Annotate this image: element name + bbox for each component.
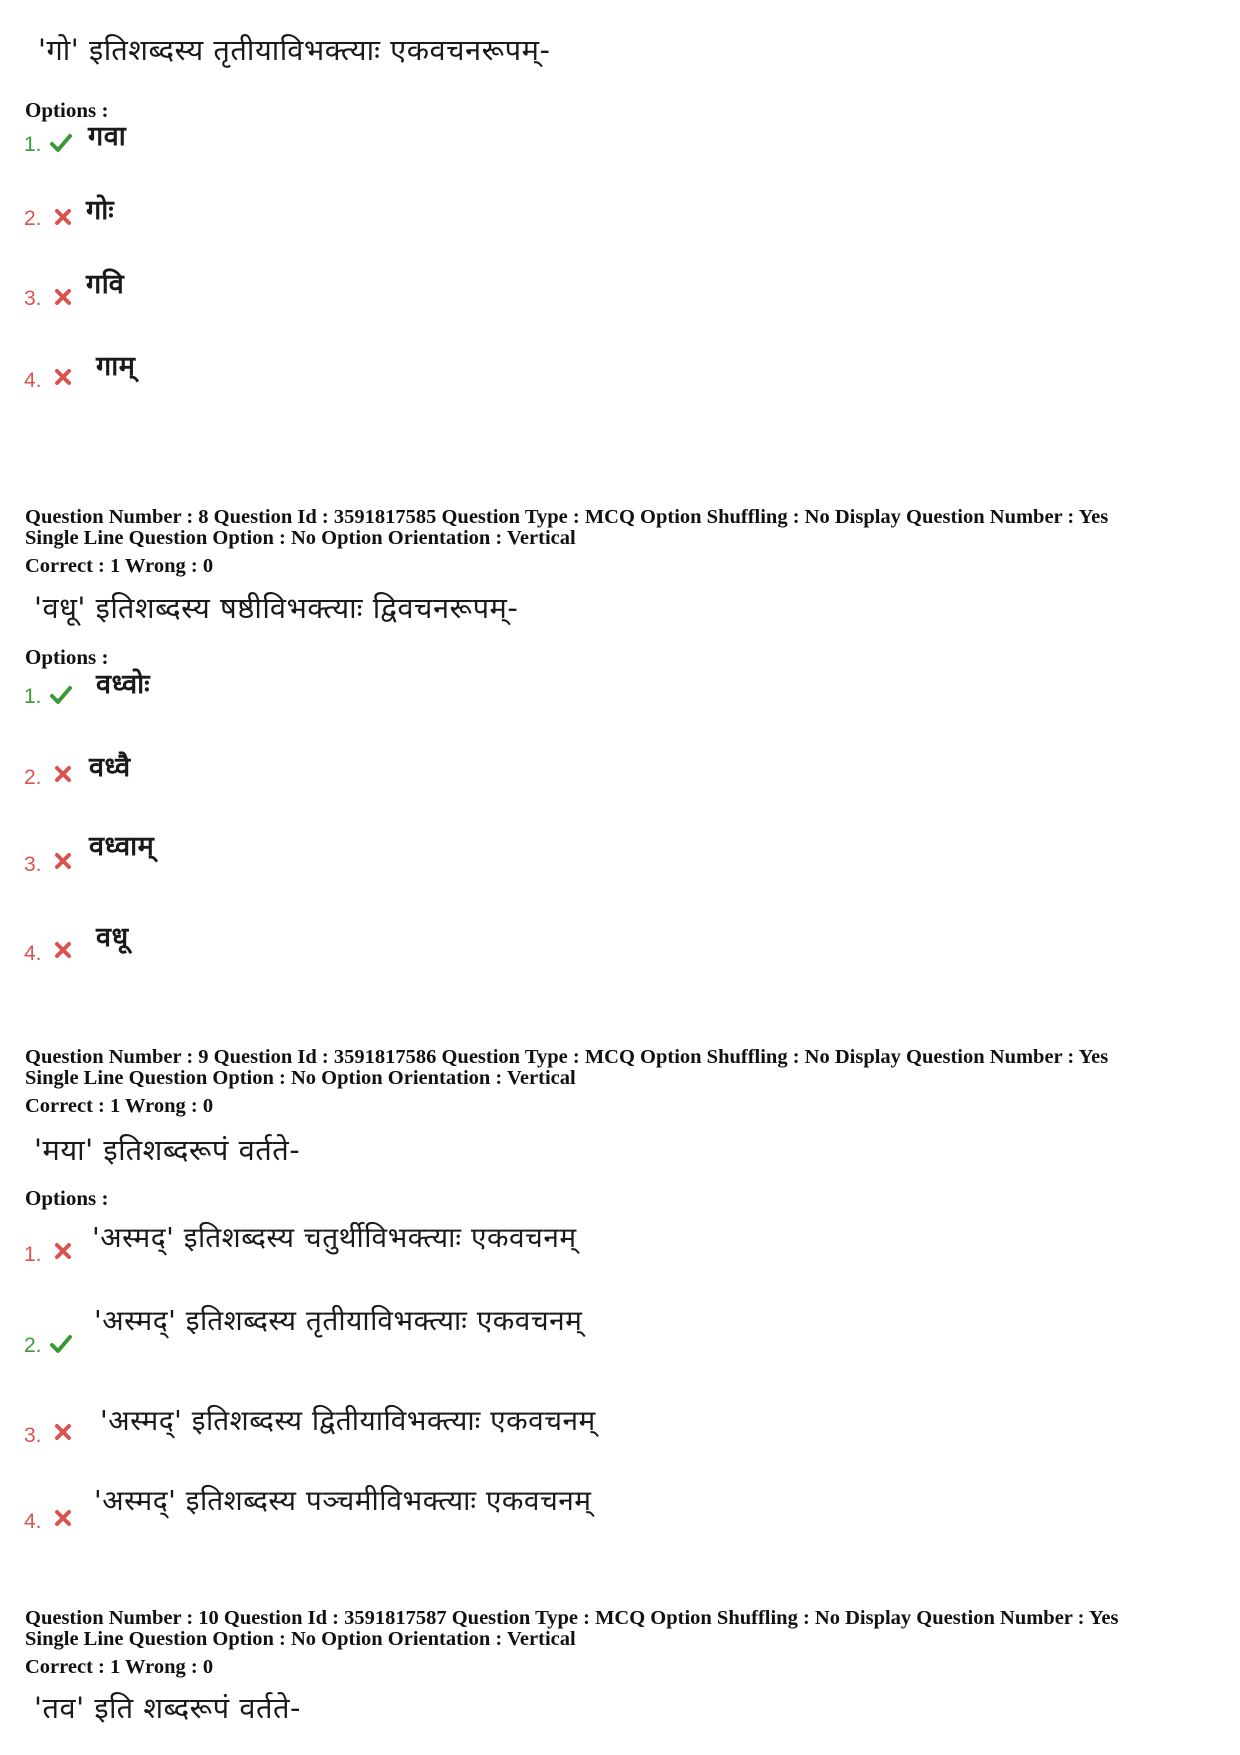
- question-text-10: 'तव' इति शब्दरूपं वर्तते-: [34, 1691, 301, 1725]
- question-meta-line-1: Question Number : 10 Question Id : 3591817587 Question Type : MCQ Option Shuffling : No Display Question Number : Yes: [25, 1607, 1119, 1629]
- option-number: 3.: [24, 853, 42, 876]
- option-text: गवि: [86, 269, 125, 300]
- check-mark-icon: [50, 1333, 72, 1355]
- question-text-7: 'गो' इतिशब्दस्य तृतीयाविभक्त्याः एकवचनरूपम्-: [38, 33, 551, 67]
- option-text: 'अस्मद्' इतिशब्दस्य पञ्चमीविभक्त्याः एकवचनम्: [94, 1484, 592, 1517]
- option-text: 'अस्मद्' इतिशब्दस्य चतुर्थीविभक्त्याः एकवचनम्: [92, 1221, 577, 1254]
- option-text: वध्वाम्: [89, 831, 155, 862]
- check-mark-icon: [50, 684, 72, 706]
- question-marks: Correct : 1 Wrong : 0: [25, 1095, 214, 1117]
- options-label: Options :: [25, 645, 109, 669]
- check-mark-icon: [50, 132, 72, 154]
- option-text: वध्वोः: [96, 669, 151, 700]
- cross-mark-icon: [52, 850, 74, 872]
- option-number: 1.: [24, 1243, 42, 1266]
- option-text: गवा: [88, 121, 127, 152]
- cross-mark-icon: [52, 1507, 74, 1529]
- cross-mark-icon: [52, 763, 74, 785]
- question-marks: Correct : 1 Wrong : 0: [25, 1656, 214, 1678]
- question-meta-line-2: Single Line Question Option : No Option Orientation : Vertical: [25, 1628, 576, 1650]
- option-text: वधू: [96, 922, 129, 953]
- option-text: 'अस्मद्' इतिशब्दस्य द्वितीयाविभक्त्याः एकवचनम्: [100, 1404, 596, 1437]
- question-marks: Correct : 1 Wrong : 0: [25, 555, 214, 577]
- question-meta-line-2: Single Line Question Option : No Option Orientation : Vertical: [25, 527, 576, 549]
- option-number: 4.: [24, 369, 42, 392]
- option-number: 1.: [24, 685, 42, 708]
- option-text: गोः: [86, 195, 115, 226]
- question-text-9: 'मया' इतिशब्दरूपं वर्तते-: [34, 1133, 301, 1167]
- question-meta-line-1: Question Number : 9 Question Id : 3591817586 Question Type : MCQ Option Shuffling : No Display Question Number : Yes: [25, 1046, 1109, 1068]
- options-label: Options :: [25, 98, 109, 122]
- question-text-8: 'वधू' इतिशब्दस्य षष्ठीविभक्त्याः द्विवचनरूपम्-: [34, 591, 519, 625]
- cross-mark-icon: [52, 939, 74, 961]
- question-meta-line-1: Question Number : 8 Question Id : 3591817585 Question Type : MCQ Option Shuffling : No Display Question Number : Yes: [25, 506, 1109, 528]
- cross-mark-icon: [52, 1240, 74, 1262]
- option-text: गाम्: [96, 351, 136, 382]
- cross-mark-icon: [52, 1421, 74, 1443]
- option-text: 'अस्मद्' इतिशब्दस्य तृतीयाविभक्त्याः एकवचनम्: [94, 1304, 583, 1337]
- option-number: 4.: [24, 1510, 42, 1533]
- options-label: Options :: [25, 1186, 109, 1210]
- option-number: 1.: [24, 133, 42, 156]
- option-number: 3.: [24, 287, 42, 310]
- option-number: 2.: [24, 766, 42, 789]
- option-text: वध्वै: [89, 752, 131, 783]
- question-meta-line-2: Single Line Question Option : No Option Orientation : Vertical: [25, 1067, 576, 1089]
- option-number: 3.: [24, 1424, 42, 1447]
- cross-mark-icon: [52, 286, 74, 308]
- cross-mark-icon: [52, 206, 74, 228]
- cross-mark-icon: [52, 366, 74, 388]
- option-number: 2.: [24, 1334, 42, 1357]
- option-number: 2.: [24, 207, 42, 230]
- option-number: 4.: [24, 942, 42, 965]
